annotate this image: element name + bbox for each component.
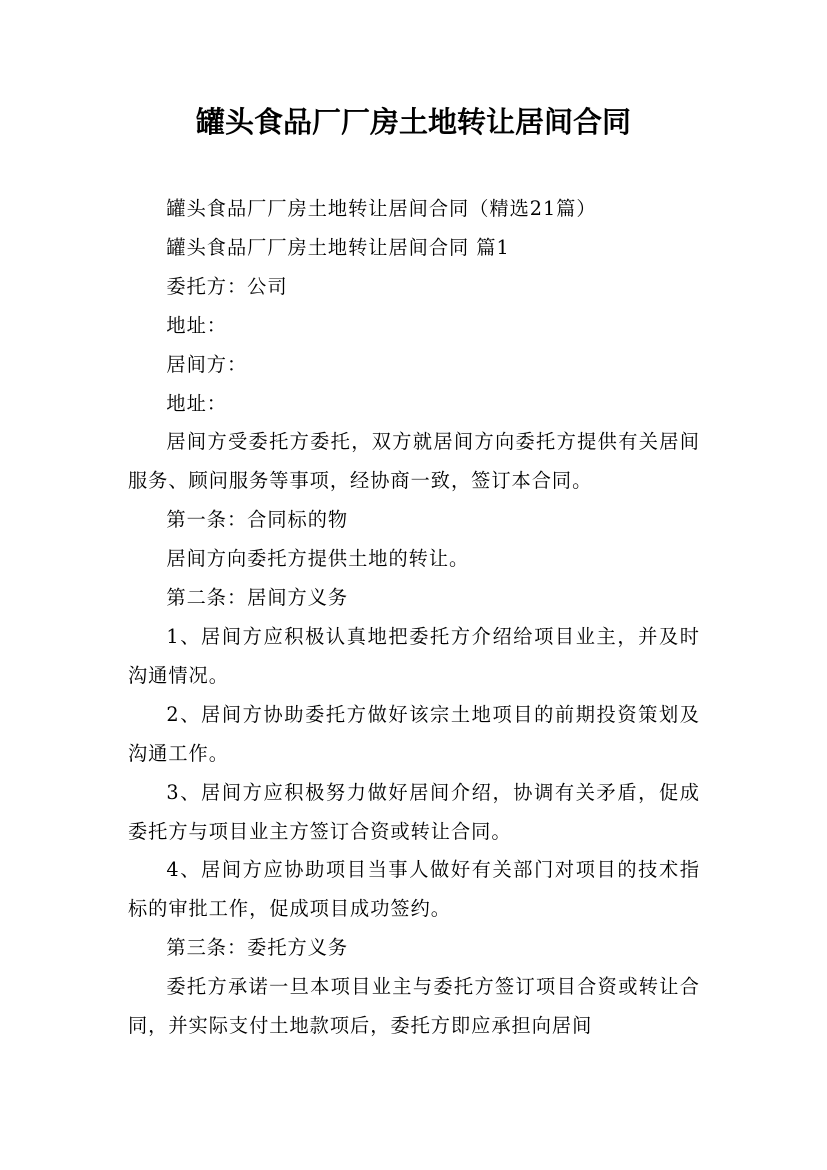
paragraph-article-3-body: 委托方承诺一旦本项目业主与委托方签订项目合资或转让合同，并实际支付土地款项后，委托方即应承担向居间: [128, 975, 700, 1038]
document-title: 罐头食品厂厂房土地转让居间合同: [195, 105, 631, 139]
paragraph-article-2-item-3: 3、居间方应积极努力做好居间介绍，协调有关矛盾，促成委托方与项目业主方签订合资或转让合同。: [128, 780, 700, 843]
paragraph-client: 委托方：公司: [166, 274, 288, 298]
paragraph-article-3-heading: 第三条：委托方义务: [166, 936, 349, 960]
paragraph-article-2-item-4: 4、居间方应协助项目当事人做好有关部门对项目的技术指标的审批工作，促成项目成功签约。: [128, 858, 700, 921]
paragraph-intermediary-address: 地址：: [166, 391, 227, 415]
paragraph-article-2-item-1: 1、居间方应积极认真地把委托方介绍给项目业主，并及时沟通情况。: [128, 624, 700, 687]
paragraph-article-1-body: 居间方向委托方提供土地的转让。: [166, 547, 470, 571]
paragraph-article-2-heading: 第二条：居间方义务: [166, 586, 349, 610]
paragraph-section-heading: 罐头食品厂厂房土地转让居间合同 篇1: [166, 235, 510, 259]
paragraph-preamble: 居间方受委托方委托，双方就居间方向委托方提供有关居间服务、顾问服务等事项，经协商一致，签订本合同。: [128, 430, 700, 493]
document-body: [128, 190, 700, 1046]
paragraph-subtitle: 罐头食品厂厂房土地转让居间合同（精选21篇）: [166, 197, 597, 220]
paragraph-intermediary: 居间方：: [166, 352, 248, 376]
paragraph-article-2-item-2: 2、居间方协助委托方做好该宗土地项目的前期投资策划及沟通工作。: [128, 702, 700, 765]
paragraph-article-1-heading: 第一条：合同标的物: [166, 508, 349, 532]
paragraph-client-address: 地址：: [166, 313, 227, 337]
